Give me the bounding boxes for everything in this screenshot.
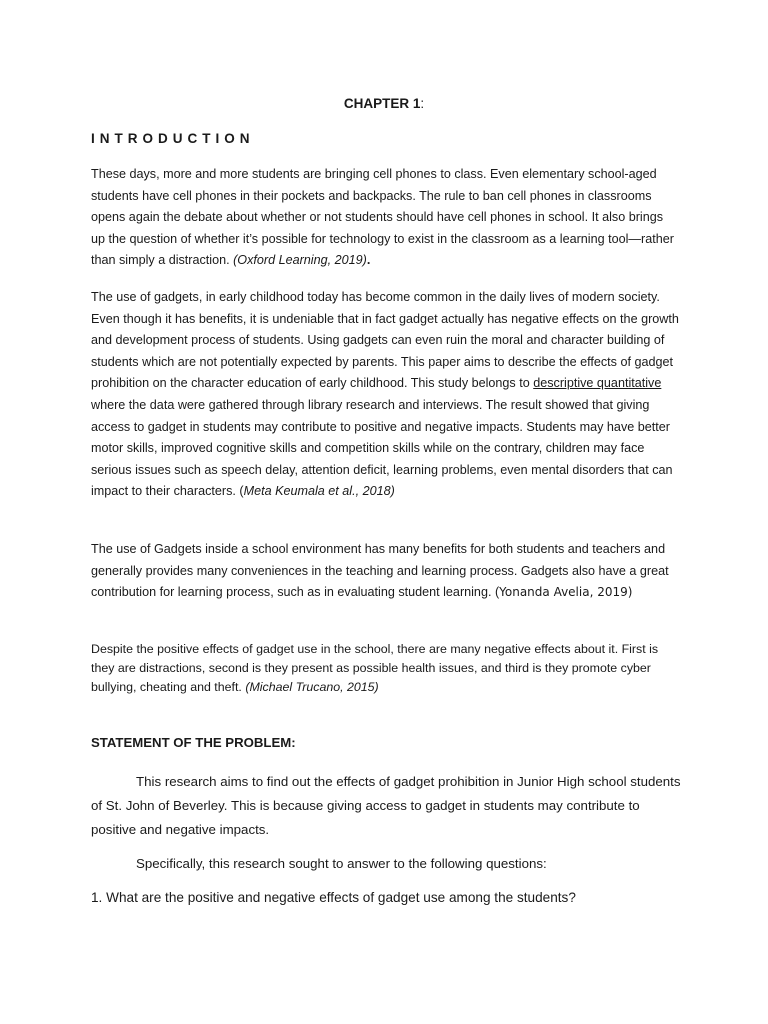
paragraph-4-text: Despite the positive effects of gadget use in the school, there are many negative effects about it. First is they are distractions, second is they present as possible health issues, and third is they promote cyber bullying, cheating and theft. [91,642,659,695]
paragraph-2-citation: Meta Keumala et al., 2018) [243,484,395,499]
paragraph-3-citation: Yonanda Avelia, 2019) [499,585,633,600]
introduction-heading: INTRODUCTION [91,131,255,146]
chapter-title: CHAPTER 1 [343,96,421,111]
chapter-colon: : [420,96,425,111]
chapter-heading [0,96,768,111]
question-1: 1. What are the positive and negative effects of gadget use among the students? [91,890,576,905]
paragraph-4-citation: (Michael Trucano, 2015) [245,680,379,695]
paragraph-1-text: These days, more and more students are bringing cell phones to class. Even elementary school-aged students have cell phones in their pockets and backpacks. The rule to ban cell phones in classrooms opens again the debate about whether or not students should have cell phones in school. It also brings up the question of whether it’s possible for technology to exist in the classroom as a learning tool—rather than simply a distraction. [91,167,674,268]
paragraph-1-end: . [366,253,371,268]
paragraph-3-text: The use of Gadgets inside a school environment has many benefits for both students and teachers and generally provides many conveniences in the teaching and learning process. Gadgets also have a great contribution for learning process, such as in evaluating student learning. ( [91,542,669,600]
paragraph-2 [91,287,680,503]
paragraph-1-citation: (Oxford Learning, 2019) [233,253,367,268]
problem-paragraph-1: This research aims to find out the effects of gadget prohibition in Junior High school students of St. John of Beverley. This is because giving access to gadget in students may contribute to positive and negative impacts. [91,774,681,837]
paragraph-4 [91,640,683,698]
paragraph-3 [91,539,680,604]
problem-paragraph-2: Specifically, this research sought to answer to the following questions: [136,856,547,871]
paragraph-2-text-a: The use of gadgets, in early childhood today has become common in the daily lives of modern society. Even though it has benefits, it is undeniable that in fact gadget actually has negative effects on the growth and development process of students. Using gadgets can even ruin the moral and character building of students which are not potentially expected by parents. This paper aims to describe the effects of gadget prohibition on the character education of early childhood. This study belongs to [91,290,679,391]
paragraph-2-underlined-term: descriptive quantitative [533,376,662,391]
paragraph-2-text-b: where the data were gathered through library research and interviews. The result showed that giving access to gadget in students may contribute to positive and negative impacts. Students may have better motor skills, improved cognitive skills and competition skills while on the contrary, children may face serious issues such as speech delay, attention deficit, learning problems, even mental disorders that can impact to their characters. ( [91,397,673,499]
paragraph-1 [91,164,680,272]
problem-heading: STATEMENT OF THE PROBLEM: [91,735,296,750]
